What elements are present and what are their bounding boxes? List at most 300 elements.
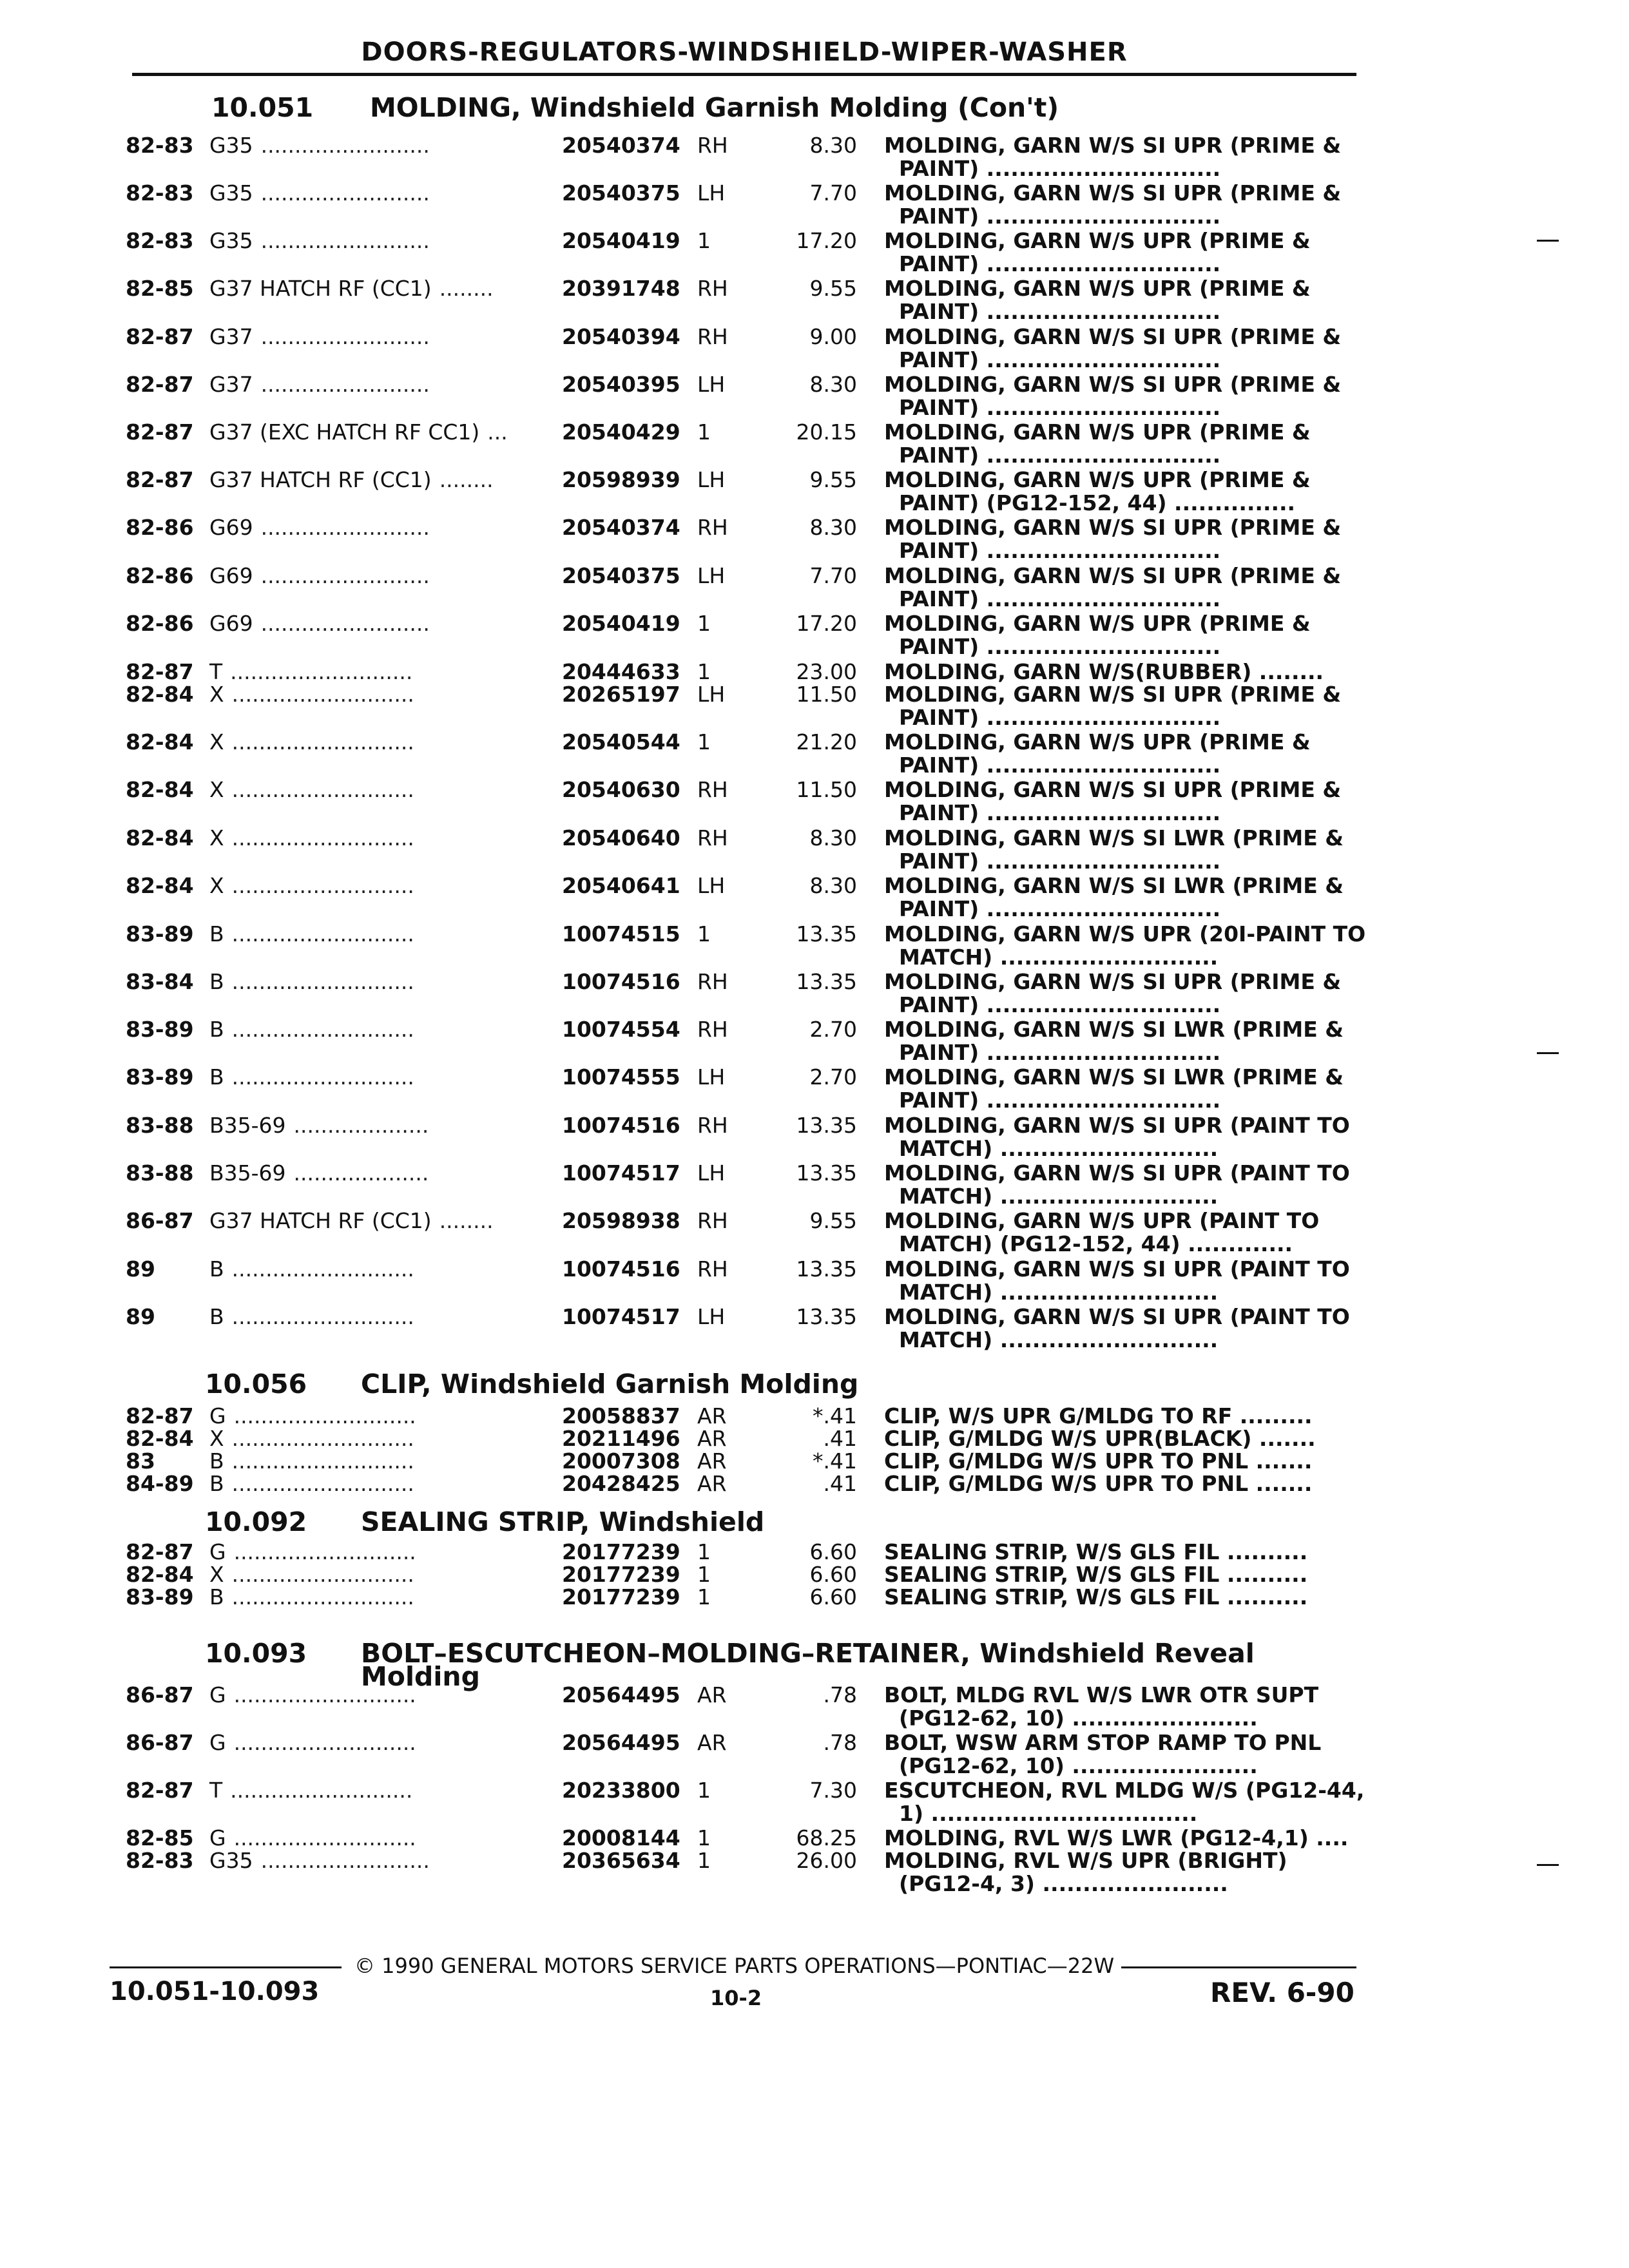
leader-dots: ........................... — [231, 825, 414, 850]
description-continued: PAINT) ............................. — [899, 849, 1221, 874]
part-number: 20444633 — [562, 659, 680, 684]
description-continued: PAINT) ............................. — [899, 896, 1221, 921]
list-price: 6.60 — [809, 1539, 857, 1564]
model-years: 82-84 — [126, 825, 194, 850]
model-code: X — [209, 682, 224, 707]
quantity: RH — [697, 515, 728, 540]
model-code: B — [209, 1584, 224, 1610]
model-code: G69 — [209, 515, 253, 540]
model-years: 86-87 — [126, 1730, 194, 1755]
list-price: 13.35 — [796, 1160, 857, 1186]
part-number: 20428425 — [562, 1471, 680, 1496]
description-continued: PAINT) ............................. — [899, 395, 1221, 420]
description-continued: PAINT) ............................. — [899, 251, 1221, 276]
description: MOLDING, GARN W/S SI UPR (PAINT TO — [884, 1113, 1350, 1138]
model-years: 82-87 — [126, 324, 194, 349]
leader-dots: ........................... — [231, 969, 414, 994]
description: MOLDING, GARN W/S SI UPR (PRIME & — [884, 180, 1342, 206]
description: MOLDING, GARN W/S SI UPR (PAINT TO — [884, 1304, 1350, 1329]
model-code: B — [209, 1304, 224, 1329]
description: MOLDING, GARN W/S SI UPR (PRIME & — [884, 515, 1342, 540]
description: MOLDING, GARN W/S SI UPR (PRIME & — [884, 682, 1342, 707]
quantity: LH — [697, 467, 726, 492]
model-years: 89 — [126, 1256, 155, 1282]
leader-dots: ........................... — [233, 1730, 416, 1755]
description: SEALING STRIP, W/S GLS FIL .......... — [884, 1584, 1308, 1610]
leader-dots: ........................... — [231, 1426, 414, 1451]
leader-dots: ........................... — [231, 1017, 414, 1042]
leader-dots: ......................... — [260, 1848, 430, 1873]
leader-dots: ........................... — [233, 1403, 416, 1428]
model-years: 83-89 — [126, 921, 194, 947]
model-years: 86-87 — [126, 1208, 194, 1233]
footer-page-number: 10-2 — [710, 1986, 762, 2010]
quantity: RH — [697, 1256, 728, 1282]
quantity: AR — [697, 1730, 727, 1755]
part-number: 20391748 — [562, 276, 680, 301]
margin-tick — [1537, 1864, 1559, 1866]
section-title: BOLT–ESCUTCHEON–MOLDING–RETAINER, Windshield Reveal — [361, 1638, 1255, 1669]
part-number: 10074516 — [562, 1256, 680, 1282]
model-code: B — [209, 969, 224, 994]
quantity: RH — [697, 133, 728, 158]
quantity: AR — [697, 1448, 727, 1474]
model-years: 82-85 — [126, 1825, 194, 1850]
model-years: 83-89 — [126, 1584, 194, 1610]
model-years: 82-83 — [126, 180, 194, 206]
leader-dots: ........ — [439, 276, 494, 301]
leader-dots: ........................... — [231, 1471, 414, 1496]
list-price: .78 — [823, 1730, 857, 1755]
part-number: 20007308 — [562, 1448, 680, 1474]
part-number: 10074515 — [562, 921, 680, 947]
part-number: 20233800 — [562, 1778, 680, 1803]
list-price: 13.35 — [796, 921, 857, 947]
quantity: 1 — [697, 1584, 711, 1610]
list-price: 2.70 — [809, 1064, 857, 1090]
description-continued: MATCH) (PG12-152, 44) ............. — [899, 1231, 1293, 1256]
footer-revision: REV. 6-90 — [1210, 1977, 1354, 2008]
list-price: 17.20 — [796, 611, 857, 636]
part-number: 20365634 — [562, 1848, 680, 1873]
leader-dots: ........................... — [231, 1256, 414, 1282]
leader-dots: ......................... — [260, 180, 430, 206]
model-code: G35 — [209, 1848, 253, 1873]
part-number: 20058837 — [562, 1403, 680, 1428]
leader-dots: ........................... — [233, 1682, 416, 1707]
list-price: 8.30 — [809, 372, 857, 397]
model-code: B — [209, 1017, 224, 1042]
quantity: RH — [697, 825, 728, 850]
list-price: 9.55 — [809, 1208, 857, 1233]
part-number: 10074517 — [562, 1160, 680, 1186]
quantity: LH — [697, 1160, 726, 1186]
model-code: G — [209, 1730, 226, 1755]
model-code: G37 HATCH RF (CC1) — [209, 1208, 432, 1233]
leader-dots: ........................... — [231, 729, 414, 754]
leader-dots: ........................... — [231, 1448, 414, 1474]
list-price: 13.35 — [796, 969, 857, 994]
model-code: B — [209, 1064, 224, 1090]
description: SEALING STRIP, W/S GLS FIL .......... — [884, 1539, 1308, 1564]
quantity: AR — [697, 1403, 727, 1428]
model-years: 84-89 — [126, 1471, 194, 1496]
leader-dots: ......................... — [260, 133, 430, 158]
list-price: 9.00 — [809, 324, 857, 349]
part-number: 20177239 — [562, 1584, 680, 1610]
quantity: 1 — [697, 659, 711, 684]
leader-dots: ......................... — [260, 324, 430, 349]
model-years: 82-86 — [126, 563, 194, 588]
part-number: 20564495 — [562, 1730, 680, 1755]
model-years: 83-89 — [126, 1017, 194, 1042]
list-price: 8.30 — [809, 515, 857, 540]
model-years: 82-87 — [126, 467, 194, 492]
leader-dots: ........................... — [231, 1584, 414, 1610]
quantity: LH — [697, 873, 726, 898]
model-years: 82-85 — [126, 276, 194, 301]
description: MOLDING, GARN W/S SI LWR (PRIME & — [884, 1064, 1344, 1090]
description-continued: PAINT) ............................. — [899, 204, 1221, 229]
model-code: G37 (EXC HATCH RF CC1) — [209, 419, 480, 445]
quantity: 1 — [697, 611, 711, 636]
section-note: (Con't) — [958, 92, 1059, 123]
list-price: 8.30 — [809, 825, 857, 850]
quantity: RH — [697, 1017, 728, 1042]
model-code: B — [209, 921, 224, 947]
footer-rule-right — [1121, 1966, 1356, 1968]
leader-dots: ......................... — [260, 611, 430, 636]
list-price: 7.30 — [809, 1778, 857, 1803]
model-code: G69 — [209, 611, 253, 636]
description-continued: PAINT) (PG12-152, 44) ............... — [899, 490, 1296, 515]
list-price: 23.00 — [796, 659, 857, 684]
model-years: 82-87 — [126, 1403, 194, 1428]
description: CLIP, G/MLDG W/S UPR TO PNL ....... — [884, 1448, 1313, 1474]
part-number: 20540419 — [562, 228, 680, 253]
description: MOLDING, GARN W/S UPR (20I-PAINT TO — [884, 921, 1366, 947]
part-number: 20177239 — [562, 1539, 680, 1564]
model-years: 82-84 — [126, 873, 194, 898]
model-code: G37 HATCH RF (CC1) — [209, 467, 432, 492]
section-number: 10.092 — [205, 1506, 307, 1537]
header-rule — [132, 73, 1356, 76]
leader-dots: ........................... — [231, 1304, 414, 1329]
description-continued: PAINT) ............................. — [899, 156, 1221, 181]
quantity: LH — [697, 1304, 726, 1329]
description: MOLDING, GARN W/S UPR (PRIME & — [884, 611, 1311, 636]
part-number: 20540375 — [562, 180, 680, 206]
section-title: MOLDING, Windshield Garnish Molding — [370, 92, 949, 123]
part-number: 20540640 — [562, 825, 680, 850]
margin-tick — [1537, 240, 1559, 242]
quantity: RH — [697, 324, 728, 349]
leader-dots: ........................... — [231, 1562, 414, 1587]
model-years: 82-84 — [126, 682, 194, 707]
description: MOLDING, GARN W/S SI LWR (PRIME & — [884, 1017, 1344, 1042]
leader-dots: ........................... — [231, 777, 414, 802]
description: MOLDING, GARN W/S SI LWR (PRIME & — [884, 873, 1344, 898]
description: MOLDING, GARN W/S UPR (PRIME & — [884, 228, 1311, 253]
part-number: 20540429 — [562, 419, 680, 445]
list-price: *.41 — [813, 1403, 857, 1428]
quantity: RH — [697, 969, 728, 994]
description: MOLDING, RVL W/S UPR (BRIGHT) — [884, 1848, 1287, 1873]
leader-dots: ........................... — [231, 873, 414, 898]
model-years: 83 — [126, 1448, 155, 1474]
part-number: 20540544 — [562, 729, 680, 754]
list-price: 13.35 — [796, 1256, 857, 1282]
description: MOLDING, GARN W/S UPR (PRIME & — [884, 276, 1311, 301]
description-continued: MATCH) ........................... — [899, 1184, 1219, 1209]
quantity: AR — [697, 1682, 727, 1707]
list-price: 21.20 — [796, 729, 857, 754]
part-number: 10074516 — [562, 969, 680, 994]
quantity: AR — [697, 1426, 727, 1451]
part-number: 20540630 — [562, 777, 680, 802]
description-continued: PAINT) ............................. — [899, 1040, 1221, 1065]
part-number: 20540641 — [562, 873, 680, 898]
list-price: 6.60 — [809, 1584, 857, 1610]
leader-dots: ........................... — [231, 682, 414, 707]
description-continued: MATCH) ........................... — [899, 1327, 1219, 1352]
model-years: 82-87 — [126, 1778, 194, 1803]
description: MOLDING, GARN W/S SI UPR (PAINT TO — [884, 1160, 1350, 1186]
description: MOLDING, GARN W/S SI UPR (PRIME & — [884, 969, 1342, 994]
leader-dots: ......................... — [260, 228, 430, 253]
quantity: 1 — [697, 419, 711, 445]
list-price: 68.25 — [796, 1825, 857, 1850]
description-continued: PAINT) ............................. — [899, 1088, 1221, 1113]
model-code: B35-69 — [209, 1113, 286, 1138]
quantity: 1 — [697, 228, 711, 253]
model-years: 83-88 — [126, 1113, 194, 1138]
page-header-title: DOORS-REGULATORS-WINDSHIELD-WIPER-WASHER — [361, 37, 1128, 67]
model-years: 82-86 — [126, 515, 194, 540]
part-number: 10074517 — [562, 1304, 680, 1329]
model-code: X — [209, 777, 224, 802]
model-years: 82-87 — [126, 372, 194, 397]
footer-section-range: 10.051-10.093 — [110, 1977, 320, 2006]
description: MOLDING, GARN W/S SI UPR (PRIME & — [884, 133, 1342, 158]
description-continued: PAINT) ............................. — [899, 753, 1221, 778]
part-number: 10074516 — [562, 1113, 680, 1138]
list-price: .41 — [823, 1471, 857, 1496]
model-years: 82-86 — [126, 611, 194, 636]
description-continued: MATCH) ........................... — [899, 1136, 1219, 1161]
model-years: 82-84 — [126, 1426, 194, 1451]
leader-dots: ... — [487, 419, 508, 445]
description: BOLT, WSW ARM STOP RAMP TO PNL — [884, 1730, 1322, 1755]
model-years: 82-83 — [126, 1848, 194, 1873]
description: MOLDING, GARN W/S UPR (PAINT TO — [884, 1208, 1320, 1233]
description-continued: PAINT) ............................. — [899, 299, 1221, 324]
model-years: 82-87 — [126, 1539, 194, 1564]
list-price: 8.30 — [809, 133, 857, 158]
model-years: 83-89 — [126, 1064, 194, 1090]
description: CLIP, G/MLDG W/S UPR TO PNL ....... — [884, 1471, 1313, 1496]
model-code: G — [209, 1825, 226, 1850]
description-continued: PAINT) ............................. — [899, 443, 1221, 468]
list-price: 9.55 — [809, 467, 857, 492]
description: MOLDING, GARN W/S SI UPR (PRIME & — [884, 324, 1342, 349]
model-code: G37 — [209, 372, 253, 397]
description-continued: PAINT) ............................. — [899, 347, 1221, 372]
quantity: LH — [697, 563, 726, 588]
quantity: RH — [697, 1113, 728, 1138]
part-number: 20540395 — [562, 372, 680, 397]
part-number: 10074554 — [562, 1017, 680, 1042]
leader-dots: ........ — [439, 1208, 494, 1233]
model-years: 82-87 — [126, 659, 194, 684]
quantity: LH — [697, 372, 726, 397]
model-years: 83-84 — [126, 969, 194, 994]
part-number: 20540375 — [562, 563, 680, 588]
quantity: 1 — [697, 1778, 711, 1803]
list-price: 8.30 — [809, 873, 857, 898]
description-continued: PAINT) ............................. — [899, 800, 1221, 825]
part-number: 20540374 — [562, 133, 680, 158]
leader-dots: ........................... — [233, 1539, 416, 1564]
part-number: 10074555 — [562, 1064, 680, 1090]
model-code: B — [209, 1471, 224, 1496]
list-price: 20.15 — [796, 419, 857, 445]
model-code: G37 HATCH RF (CC1) — [209, 276, 432, 301]
model-code: G35 — [209, 180, 253, 206]
description: ESCUTCHEON, RVL MLDG W/S (PG12-44, — [884, 1778, 1365, 1803]
description: CLIP, W/S UPR G/MLDG TO RF ......... — [884, 1403, 1313, 1428]
description: MOLDING, GARN W/S UPR (PRIME & — [884, 419, 1311, 445]
list-price: .78 — [823, 1682, 857, 1707]
part-number: 20540374 — [562, 515, 680, 540]
leader-dots: ......................... — [260, 372, 430, 397]
section-title: SEALING STRIP, Windshield — [361, 1506, 765, 1537]
part-number: 20265197 — [562, 682, 680, 707]
leader-dots: .................... — [293, 1160, 429, 1186]
list-price: 9.55 — [809, 276, 857, 301]
quantity: RH — [697, 276, 728, 301]
part-number: 20008144 — [562, 1825, 680, 1850]
description-continued: PAINT) ............................. — [899, 705, 1221, 730]
section-title: CLIP, Windshield Garnish Molding — [361, 1369, 859, 1399]
description-continued: MATCH) ........................... — [899, 1280, 1219, 1305]
leader-dots: ........................... — [231, 1064, 414, 1090]
quantity: RH — [697, 1208, 728, 1233]
model-code: G — [209, 1682, 226, 1707]
section-number: 10.056 — [205, 1369, 307, 1399]
list-price: 13.35 — [796, 1113, 857, 1138]
description-continued: PAINT) ............................. — [899, 538, 1221, 563]
model-code: B35-69 — [209, 1160, 286, 1186]
list-price: *.41 — [813, 1448, 857, 1474]
model-code: G37 — [209, 324, 253, 349]
part-number: 20598939 — [562, 467, 680, 492]
part-number: 20211496 — [562, 1426, 680, 1451]
quantity: LH — [697, 682, 726, 707]
model-code: G35 — [209, 133, 253, 158]
model-years: 86-87 — [126, 1682, 194, 1707]
list-price: 26.00 — [796, 1848, 857, 1873]
leader-dots: ........................... — [233, 1825, 416, 1850]
list-price: 6.60 — [809, 1562, 857, 1587]
model-code: X — [209, 1426, 224, 1451]
model-code: X — [209, 729, 224, 754]
leader-dots: .................... — [293, 1113, 429, 1138]
quantity: AR — [697, 1471, 727, 1496]
quantity: 1 — [697, 1539, 711, 1564]
part-number: 20540419 — [562, 611, 680, 636]
list-price: 13.35 — [796, 1304, 857, 1329]
part-number: 20540394 — [562, 324, 680, 349]
leader-dots: ........ — [439, 467, 494, 492]
model-years: 82-84 — [126, 1562, 194, 1587]
model-code: B — [209, 1448, 224, 1474]
description: MOLDING, GARN W/S SI UPR (PRIME & — [884, 777, 1342, 802]
description: MOLDING, GARN W/S SI UPR (PRIME & — [884, 563, 1342, 588]
model-code: G — [209, 1403, 226, 1428]
list-price: .41 — [823, 1426, 857, 1451]
quantity: 1 — [697, 1848, 711, 1873]
description: BOLT, MLDG RVL W/S LWR OTR SUPT — [884, 1682, 1319, 1707]
leader-dots: ......................... — [260, 563, 430, 588]
model-years: 82-84 — [126, 729, 194, 754]
section-number: 10.051 — [211, 92, 314, 123]
description: MOLDING, GARN W/S SI UPR (PRIME & — [884, 372, 1342, 397]
quantity: LH — [697, 1064, 726, 1090]
quantity: 1 — [697, 1562, 711, 1587]
quantity: 1 — [697, 921, 711, 947]
leader-dots: ......................... — [260, 515, 430, 540]
quantity: 1 — [697, 729, 711, 754]
list-price: 7.70 — [809, 563, 857, 588]
list-price: 11.50 — [796, 777, 857, 802]
part-number: 20598938 — [562, 1208, 680, 1233]
model-years: 82-84 — [126, 777, 194, 802]
model-code: B — [209, 1256, 224, 1282]
model-years: 83-88 — [126, 1160, 194, 1186]
model-code: T — [209, 659, 223, 684]
section-title-continued: Molding — [361, 1661, 480, 1692]
leader-dots: ........................... — [231, 921, 414, 947]
leader-dots: ........................... — [230, 1778, 413, 1803]
description-continued: (PG12-4, 3) ....................... — [899, 1871, 1228, 1896]
description-continued: 1) ................................. — [899, 1801, 1198, 1826]
list-price: 7.70 — [809, 180, 857, 206]
description-continued: PAINT) ............................. — [899, 634, 1221, 659]
footer-copyright: © 1990 GENERAL MOTORS SERVICE PARTS OPERATIONS—PONTIAC—22W — [354, 1954, 1115, 1978]
model-code: X — [209, 873, 224, 898]
model-years: 82-83 — [126, 228, 194, 253]
model-code: G69 — [209, 563, 253, 588]
model-code: G35 — [209, 228, 253, 253]
list-price: 2.70 — [809, 1017, 857, 1042]
section-number: 10.093 — [205, 1638, 307, 1669]
quantity: LH — [697, 180, 726, 206]
model-years: 82-83 — [126, 133, 194, 158]
description-continued: PAINT) ............................. — [899, 992, 1221, 1017]
model-code: G — [209, 1539, 226, 1564]
model-years: 89 — [126, 1304, 155, 1329]
model-code: X — [209, 1562, 224, 1587]
quantity: 1 — [697, 1825, 711, 1850]
model-years: 82-87 — [126, 419, 194, 445]
description: MOLDING, GARN W/S SI LWR (PRIME & — [884, 825, 1344, 850]
description: CLIP, G/MLDG W/S UPR(BLACK) ....... — [884, 1426, 1316, 1451]
margin-tick — [1537, 1052, 1559, 1054]
description-continued: (PG12-62, 10) ....................... — [899, 1706, 1258, 1731]
description-continued: MATCH) ........................... — [899, 945, 1219, 970]
part-number: 20177239 — [562, 1562, 680, 1587]
